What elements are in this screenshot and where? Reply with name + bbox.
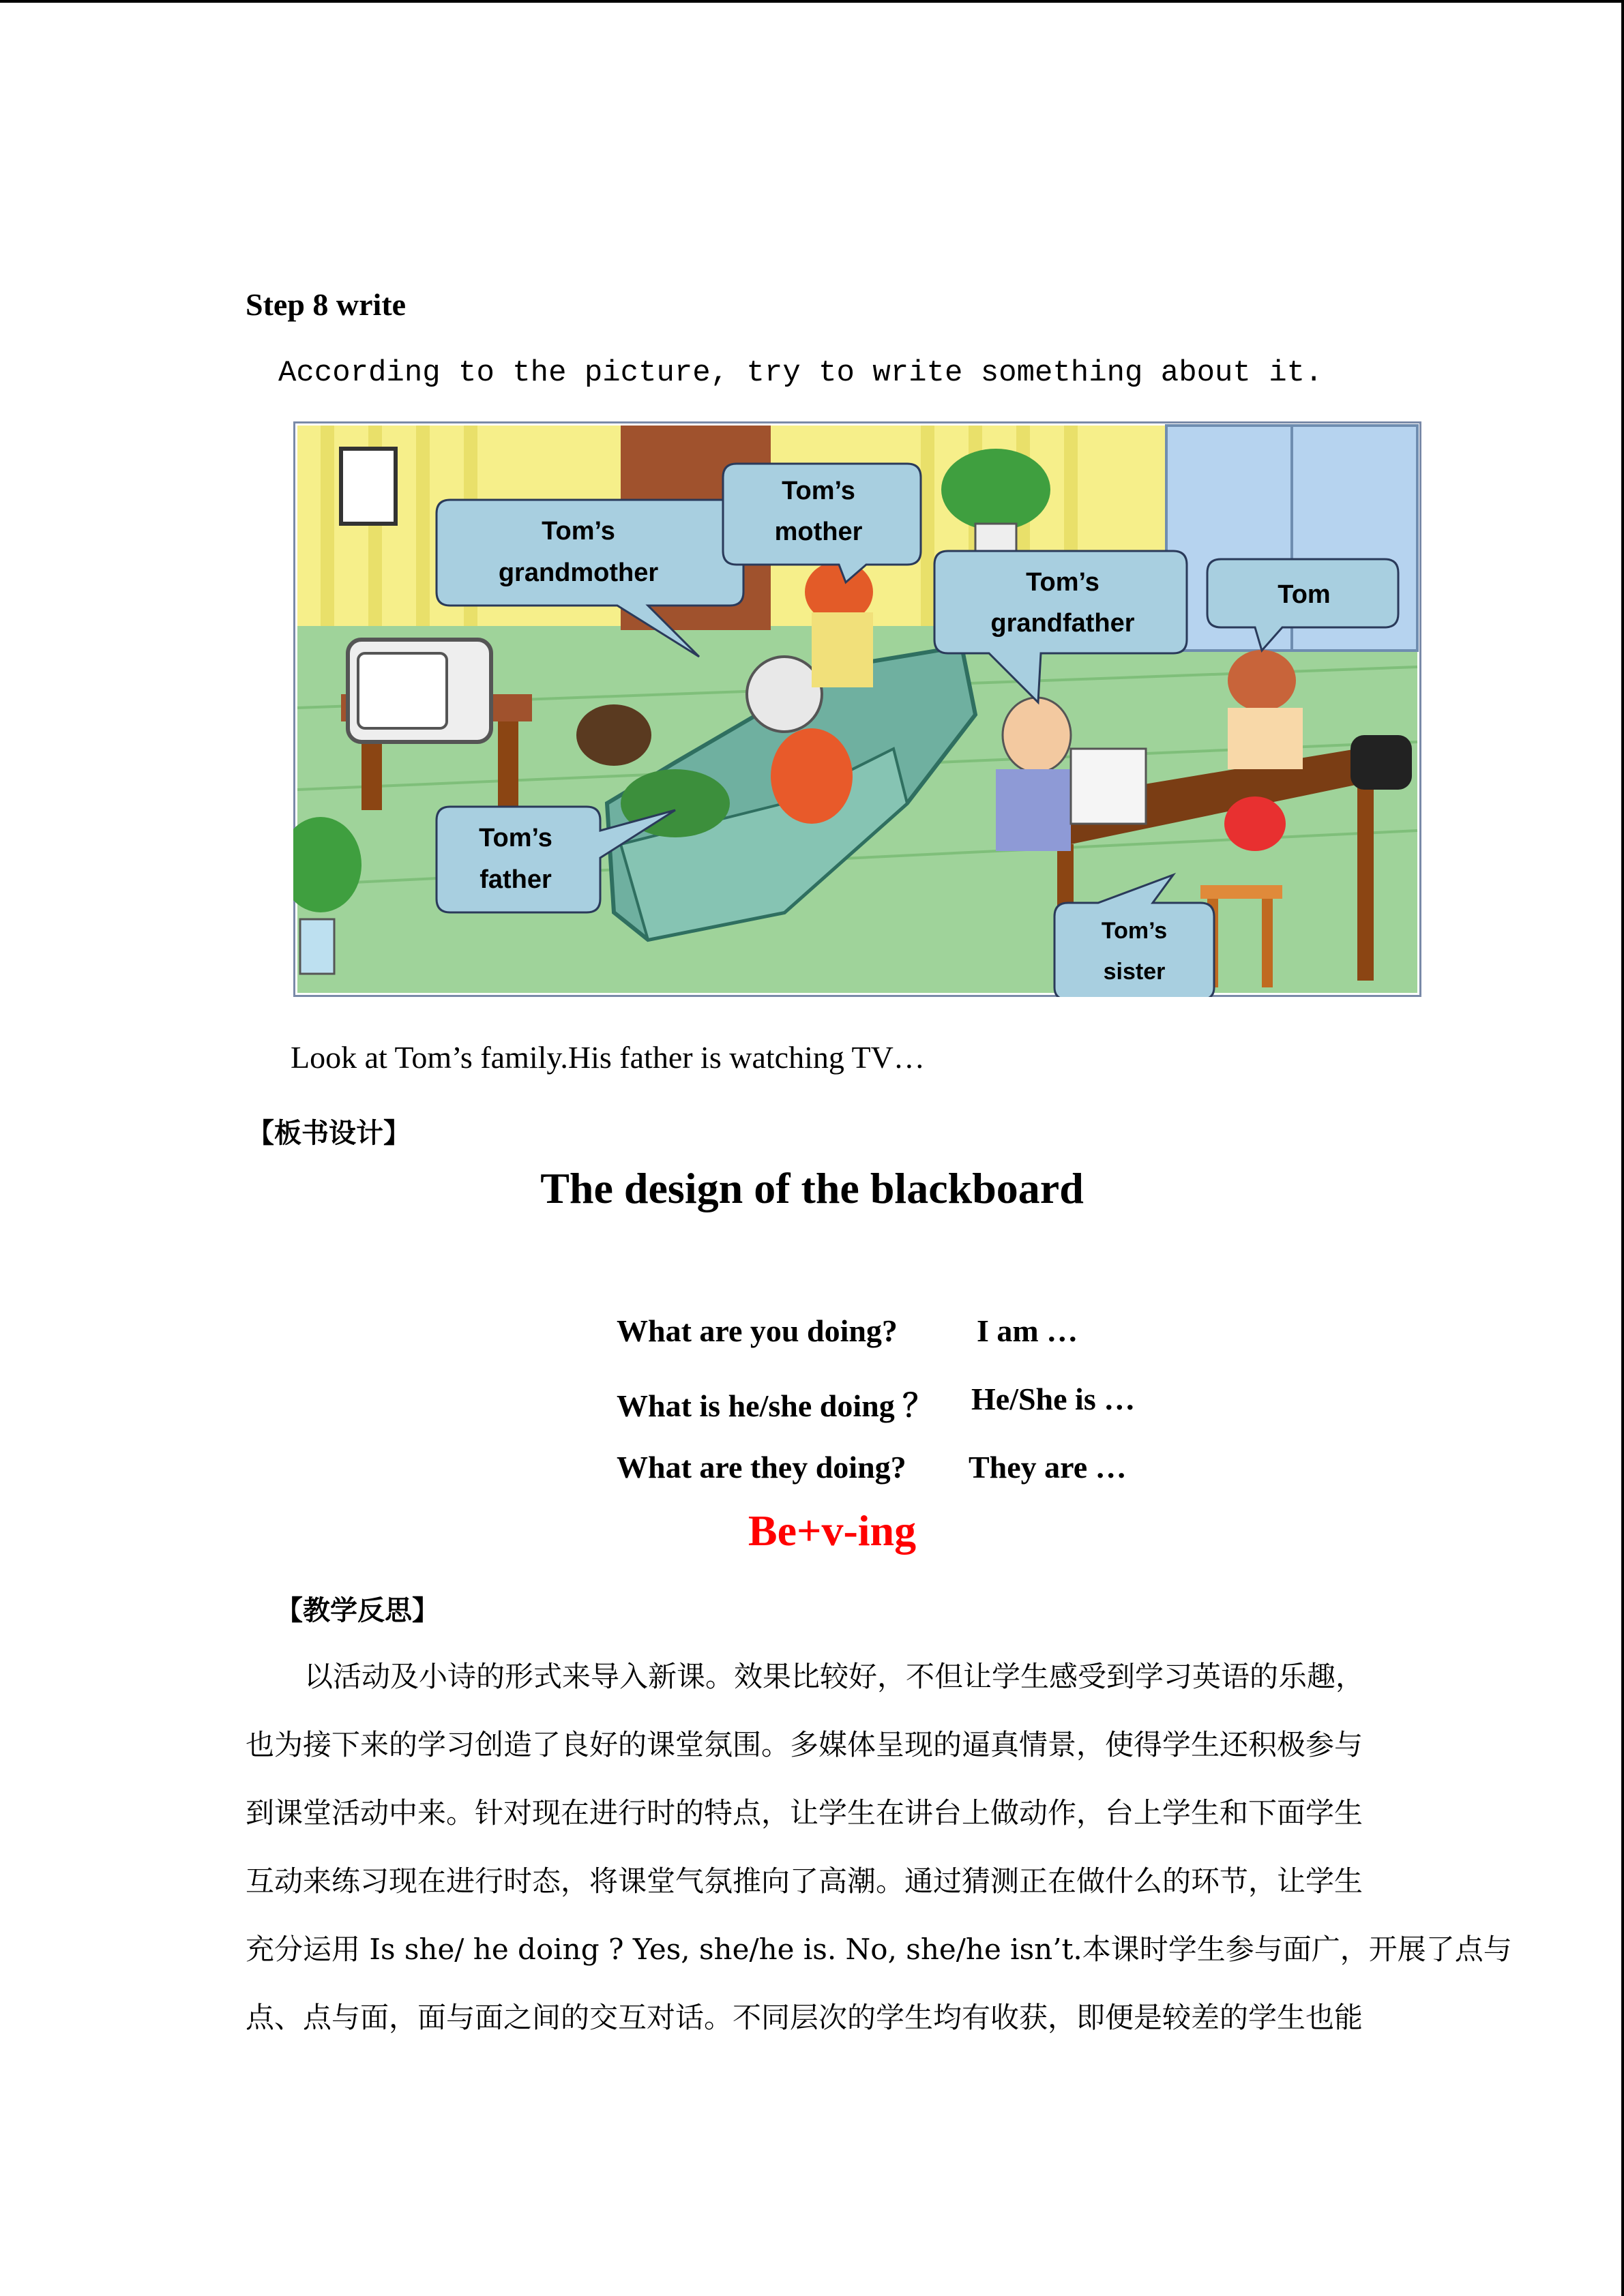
blackboard-answer-2: He/She is …	[971, 1382, 1136, 1416]
label-father-line1: Tom’s	[479, 824, 552, 852]
blackboard-answer-3: They are …	[969, 1450, 1127, 1485]
blackboard-question-1: What are you doing?	[617, 1313, 898, 1348]
blackboard-title: The design of the blackboard	[540, 1164, 1084, 1212]
page-top-border	[0, 0, 1624, 3]
label-mother	[723, 464, 921, 582]
reflection-line-5: 充分运用 Is she/ he doing ? Yes, she/he is. No, she/he isn’t.本课时学生参与面广，开展了点与	[246, 1933, 1512, 1966]
page-right-border	[1621, 0, 1624, 2296]
blackboard-answer-1: I am …	[977, 1313, 1078, 1348]
wall-frame	[341, 449, 396, 524]
step-title: Step 8 write	[246, 287, 407, 322]
reflection-line-3: 到课堂活动中来。针对现在进行时的特点，让学生在讲台上做动作，台上学生和下面学生	[246, 1796, 1363, 1830]
label-mother-line1: Tom’s	[782, 477, 855, 505]
reflection-line-4: 互动来练习现在进行时态，将课堂气氛推向了高潮。通过猜测正在做什么的环节，让学生	[246, 1864, 1363, 1898]
family-illustration	[293, 421, 1421, 997]
label-father-line2: father	[479, 865, 552, 894]
label-grandmother-line1: Tom’s	[542, 517, 615, 546]
label-grandfather-line2: grandfather	[990, 609, 1135, 638]
picture-caption: Look at Tom’s family.His father is watching TV…	[291, 1040, 925, 1075]
label-grandfather-line1: Tom’s	[1026, 568, 1099, 597]
reflection-line-6: 点、点与面，面与面之间的交互对话。不同层次的学生均有收获，即便是较差的学生也能	[246, 2001, 1363, 2034]
step-instruction: According to the picture, try to write something about it.	[278, 356, 1323, 390]
label-sister-line1: Tom’s	[1101, 918, 1168, 944]
blackboard-question-2: What is he/she doing ？	[617, 1388, 934, 1423]
label-mother-line2: mother	[774, 518, 863, 546]
grammar-formula: Be+v-ing	[748, 1506, 917, 1555]
label-grandmother-line2: grandmother	[498, 558, 659, 587]
blackboard-question-3: What are they doing?	[617, 1450, 906, 1485]
reflection-line-2: 也为接下来的学习创造了良好的课堂氛围。多媒体呈现的逼真情景，使得学生还积极参与	[246, 1728, 1363, 1761]
section-label-blackboard: 【板书设计】	[247, 1118, 411, 1149]
section-label-reflection: 【教学反思】	[276, 1595, 439, 1626]
reflection-line-1: 以活动及小诗的形式来导入新课。效果比较好，不但让学生感受到学习英语的乐趣，	[304, 1660, 1365, 1693]
label-tom-line1: Tom	[1278, 580, 1331, 609]
label-sister-line2: sister	[1103, 959, 1166, 985]
